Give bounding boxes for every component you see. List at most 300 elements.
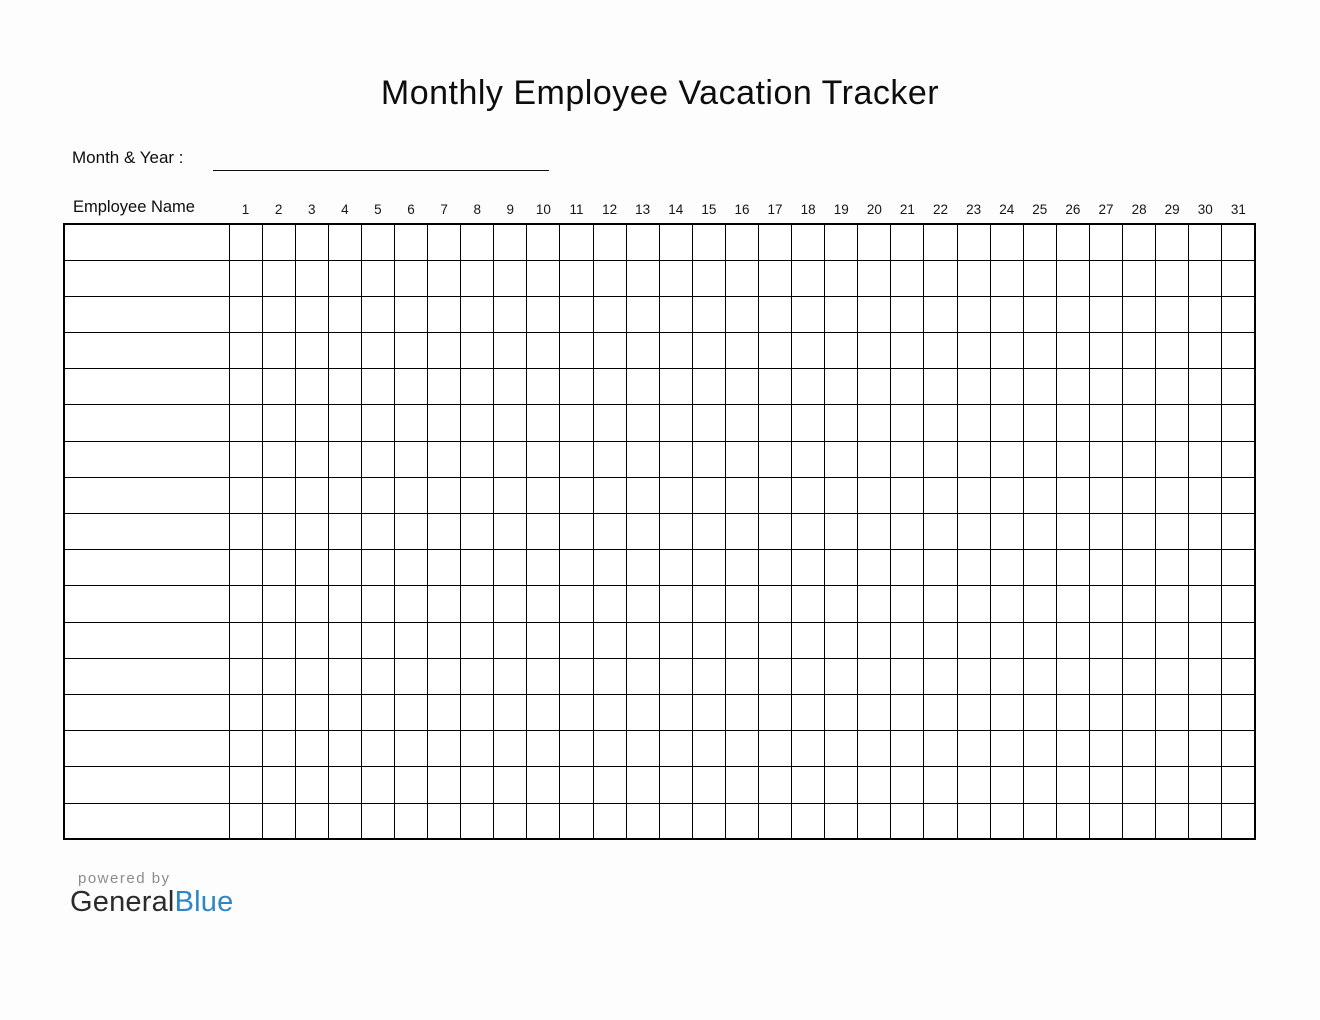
day-cell[interactable]	[759, 803, 792, 839]
day-cell[interactable]	[229, 260, 262, 296]
day-cell[interactable]	[659, 477, 692, 513]
employee-name-cell[interactable]	[64, 441, 229, 477]
day-cell[interactable]	[560, 731, 593, 767]
day-cell[interactable]	[593, 731, 626, 767]
day-cell[interactable]	[825, 260, 858, 296]
day-cell[interactable]	[990, 333, 1023, 369]
day-cell[interactable]	[229, 767, 262, 803]
day-cell[interactable]	[394, 333, 427, 369]
day-cell[interactable]	[295, 477, 328, 513]
day-cell[interactable]	[1189, 260, 1222, 296]
day-cell[interactable]	[1056, 803, 1089, 839]
day-cell[interactable]	[1023, 441, 1056, 477]
day-cell[interactable]	[1056, 694, 1089, 730]
day-cell[interactable]	[428, 803, 461, 839]
day-cell[interactable]	[229, 622, 262, 658]
day-cell[interactable]	[593, 586, 626, 622]
day-cell[interactable]	[361, 296, 394, 332]
day-cell[interactable]	[461, 477, 494, 513]
day-cell[interactable]	[229, 333, 262, 369]
day-cell[interactable]	[792, 405, 825, 441]
day-cell[interactable]	[891, 550, 924, 586]
day-cell[interactable]	[1222, 477, 1255, 513]
day-cell[interactable]	[725, 586, 758, 622]
day-cell[interactable]	[1056, 477, 1089, 513]
day-cell[interactable]	[957, 514, 990, 550]
day-cell[interactable]	[891, 767, 924, 803]
day-cell[interactable]	[428, 224, 461, 260]
day-cell[interactable]	[428, 477, 461, 513]
day-cell[interactable]	[328, 333, 361, 369]
day-cell[interactable]	[593, 694, 626, 730]
day-cell[interactable]	[560, 260, 593, 296]
day-cell[interactable]	[626, 731, 659, 767]
day-cell[interactable]	[229, 224, 262, 260]
day-cell[interactable]	[1156, 658, 1189, 694]
day-cell[interactable]	[858, 224, 891, 260]
day-cell[interactable]	[1023, 369, 1056, 405]
day-cell[interactable]	[659, 731, 692, 767]
day-cell[interactable]	[1123, 658, 1156, 694]
day-cell[interactable]	[924, 767, 957, 803]
day-cell[interactable]	[891, 694, 924, 730]
day-cell[interactable]	[1089, 224, 1122, 260]
day-cell[interactable]	[394, 803, 427, 839]
day-cell[interactable]	[1189, 333, 1222, 369]
day-cell[interactable]	[792, 369, 825, 405]
day-cell[interactable]	[924, 550, 957, 586]
day-cell[interactable]	[229, 405, 262, 441]
day-cell[interactable]	[328, 369, 361, 405]
day-cell[interactable]	[361, 694, 394, 730]
day-cell[interactable]	[957, 369, 990, 405]
day-cell[interactable]	[957, 731, 990, 767]
day-cell[interactable]	[1222, 694, 1255, 730]
day-cell[interactable]	[1089, 658, 1122, 694]
day-cell[interactable]	[428, 586, 461, 622]
day-cell[interactable]	[262, 658, 295, 694]
day-cell[interactable]	[560, 550, 593, 586]
day-cell[interactable]	[527, 514, 560, 550]
day-cell[interactable]	[361, 731, 394, 767]
day-cell[interactable]	[759, 477, 792, 513]
day-cell[interactable]	[1123, 803, 1156, 839]
day-cell[interactable]	[1056, 622, 1089, 658]
day-cell[interactable]	[858, 405, 891, 441]
day-cell[interactable]	[1089, 694, 1122, 730]
day-cell[interactable]	[295, 224, 328, 260]
day-cell[interactable]	[560, 224, 593, 260]
day-cell[interactable]	[891, 260, 924, 296]
day-cell[interactable]	[759, 405, 792, 441]
day-cell[interactable]	[262, 405, 295, 441]
day-cell[interactable]	[825, 333, 858, 369]
day-cell[interactable]	[262, 514, 295, 550]
day-cell[interactable]	[560, 477, 593, 513]
day-cell[interactable]	[858, 514, 891, 550]
day-cell[interactable]	[924, 694, 957, 730]
day-cell[interactable]	[1156, 694, 1189, 730]
day-cell[interactable]	[825, 550, 858, 586]
day-cell[interactable]	[957, 586, 990, 622]
day-cell[interactable]	[792, 550, 825, 586]
day-cell[interactable]	[593, 767, 626, 803]
day-cell[interactable]	[1189, 477, 1222, 513]
day-cell[interactable]	[461, 405, 494, 441]
day-cell[interactable]	[990, 767, 1023, 803]
day-cell[interactable]	[328, 441, 361, 477]
day-cell[interactable]	[957, 622, 990, 658]
day-cell[interactable]	[394, 477, 427, 513]
day-cell[interactable]	[494, 260, 527, 296]
day-cell[interactable]	[792, 477, 825, 513]
day-cell[interactable]	[1189, 550, 1222, 586]
day-cell[interactable]	[825, 767, 858, 803]
day-cell[interactable]	[1156, 586, 1189, 622]
day-cell[interactable]	[792, 803, 825, 839]
day-cell[interactable]	[1089, 333, 1122, 369]
day-cell[interactable]	[692, 586, 725, 622]
day-cell[interactable]	[328, 622, 361, 658]
day-cell[interactable]	[229, 477, 262, 513]
day-cell[interactable]	[725, 296, 758, 332]
month-year-field[interactable]	[213, 150, 549, 171]
day-cell[interactable]	[1189, 803, 1222, 839]
day-cell[interactable]	[891, 803, 924, 839]
day-cell[interactable]	[262, 260, 295, 296]
day-cell[interactable]	[361, 514, 394, 550]
day-cell[interactable]	[295, 622, 328, 658]
day-cell[interactable]	[626, 586, 659, 622]
day-cell[interactable]	[1222, 296, 1255, 332]
day-cell[interactable]	[328, 694, 361, 730]
employee-name-cell[interactable]	[64, 514, 229, 550]
day-cell[interactable]	[924, 405, 957, 441]
day-cell[interactable]	[1156, 731, 1189, 767]
day-cell[interactable]	[394, 731, 427, 767]
day-cell[interactable]	[1023, 694, 1056, 730]
day-cell[interactable]	[957, 296, 990, 332]
day-cell[interactable]	[428, 405, 461, 441]
day-cell[interactable]	[891, 514, 924, 550]
day-cell[interactable]	[725, 477, 758, 513]
day-cell[interactable]	[1156, 224, 1189, 260]
day-cell[interactable]	[792, 694, 825, 730]
day-cell[interactable]	[626, 550, 659, 586]
day-cell[interactable]	[1189, 694, 1222, 730]
day-cell[interactable]	[527, 224, 560, 260]
day-cell[interactable]	[891, 658, 924, 694]
day-cell[interactable]	[1056, 369, 1089, 405]
day-cell[interactable]	[328, 477, 361, 513]
day-cell[interactable]	[1222, 586, 1255, 622]
day-cell[interactable]	[394, 441, 427, 477]
day-cell[interactable]	[527, 441, 560, 477]
day-cell[interactable]	[659, 586, 692, 622]
day-cell[interactable]	[825, 441, 858, 477]
day-cell[interactable]	[262, 622, 295, 658]
day-cell[interactable]	[494, 333, 527, 369]
day-cell[interactable]	[725, 514, 758, 550]
day-cell[interactable]	[990, 731, 1023, 767]
day-cell[interactable]	[394, 550, 427, 586]
day-cell[interactable]	[858, 333, 891, 369]
day-cell[interactable]	[1156, 477, 1189, 513]
day-cell[interactable]	[626, 622, 659, 658]
day-cell[interactable]	[361, 260, 394, 296]
day-cell[interactable]	[1123, 767, 1156, 803]
day-cell[interactable]	[361, 477, 394, 513]
day-cell[interactable]	[626, 260, 659, 296]
day-cell[interactable]	[759, 369, 792, 405]
day-cell[interactable]	[858, 260, 891, 296]
day-cell[interactable]	[659, 694, 692, 730]
day-cell[interactable]	[891, 369, 924, 405]
day-cell[interactable]	[593, 622, 626, 658]
day-cell[interactable]	[825, 731, 858, 767]
day-cell[interactable]	[461, 586, 494, 622]
day-cell[interactable]	[1189, 514, 1222, 550]
day-cell[interactable]	[990, 658, 1023, 694]
day-cell[interactable]	[361, 803, 394, 839]
employee-name-cell[interactable]	[64, 803, 229, 839]
day-cell[interactable]	[1123, 296, 1156, 332]
day-cell[interactable]	[990, 405, 1023, 441]
day-cell[interactable]	[759, 586, 792, 622]
day-cell[interactable]	[924, 441, 957, 477]
day-cell[interactable]	[792, 296, 825, 332]
day-cell[interactable]	[494, 477, 527, 513]
day-cell[interactable]	[1222, 767, 1255, 803]
day-cell[interactable]	[593, 658, 626, 694]
employee-name-cell[interactable]	[64, 477, 229, 513]
day-cell[interactable]	[725, 803, 758, 839]
day-cell[interactable]	[1222, 622, 1255, 658]
day-cell[interactable]	[1023, 622, 1056, 658]
day-cell[interactable]	[792, 622, 825, 658]
day-cell[interactable]	[1123, 441, 1156, 477]
day-cell[interactable]	[461, 767, 494, 803]
day-cell[interactable]	[725, 731, 758, 767]
day-cell[interactable]	[825, 694, 858, 730]
day-cell[interactable]	[1189, 622, 1222, 658]
day-cell[interactable]	[229, 550, 262, 586]
day-cell[interactable]	[924, 260, 957, 296]
employee-name-cell[interactable]	[64, 767, 229, 803]
day-cell[interactable]	[1189, 586, 1222, 622]
day-cell[interactable]	[725, 694, 758, 730]
day-cell[interactable]	[692, 767, 725, 803]
day-cell[interactable]	[560, 369, 593, 405]
day-cell[interactable]	[361, 586, 394, 622]
day-cell[interactable]	[428, 767, 461, 803]
day-cell[interactable]	[924, 333, 957, 369]
day-cell[interactable]	[1222, 369, 1255, 405]
day-cell[interactable]	[692, 477, 725, 513]
day-cell[interactable]	[394, 658, 427, 694]
day-cell[interactable]	[957, 333, 990, 369]
day-cell[interactable]	[1123, 224, 1156, 260]
day-cell[interactable]	[957, 658, 990, 694]
day-cell[interactable]	[957, 441, 990, 477]
day-cell[interactable]	[229, 658, 262, 694]
day-cell[interactable]	[461, 333, 494, 369]
day-cell[interactable]	[924, 514, 957, 550]
day-cell[interactable]	[825, 658, 858, 694]
day-cell[interactable]	[295, 731, 328, 767]
day-cell[interactable]	[725, 622, 758, 658]
day-cell[interactable]	[1089, 767, 1122, 803]
day-cell[interactable]	[725, 767, 758, 803]
day-cell[interactable]	[560, 622, 593, 658]
day-cell[interactable]	[1222, 333, 1255, 369]
day-cell[interactable]	[1023, 731, 1056, 767]
day-cell[interactable]	[924, 296, 957, 332]
day-cell[interactable]	[759, 731, 792, 767]
day-cell[interactable]	[792, 260, 825, 296]
day-cell[interactable]	[1089, 803, 1122, 839]
day-cell[interactable]	[593, 550, 626, 586]
day-cell[interactable]	[1089, 550, 1122, 586]
day-cell[interactable]	[262, 441, 295, 477]
day-cell[interactable]	[593, 803, 626, 839]
day-cell[interactable]	[692, 224, 725, 260]
day-cell[interactable]	[229, 441, 262, 477]
day-cell[interactable]	[295, 803, 328, 839]
day-cell[interactable]	[295, 405, 328, 441]
day-cell[interactable]	[1189, 224, 1222, 260]
day-cell[interactable]	[990, 296, 1023, 332]
day-cell[interactable]	[692, 296, 725, 332]
day-cell[interactable]	[394, 586, 427, 622]
day-cell[interactable]	[1222, 731, 1255, 767]
day-cell[interactable]	[825, 405, 858, 441]
day-cell[interactable]	[990, 477, 1023, 513]
day-cell[interactable]	[461, 731, 494, 767]
day-cell[interactable]	[1089, 731, 1122, 767]
day-cell[interactable]	[1089, 477, 1122, 513]
employee-name-cell[interactable]	[64, 405, 229, 441]
day-cell[interactable]	[659, 767, 692, 803]
day-cell[interactable]	[262, 586, 295, 622]
day-cell[interactable]	[891, 731, 924, 767]
day-cell[interactable]	[725, 224, 758, 260]
day-cell[interactable]	[1189, 731, 1222, 767]
day-cell[interactable]	[858, 658, 891, 694]
day-cell[interactable]	[494, 658, 527, 694]
day-cell[interactable]	[891, 405, 924, 441]
day-cell[interactable]	[262, 731, 295, 767]
day-cell[interactable]	[1156, 550, 1189, 586]
employee-name-cell[interactable]	[64, 333, 229, 369]
day-cell[interactable]	[328, 767, 361, 803]
day-cell[interactable]	[990, 622, 1023, 658]
day-cell[interactable]	[825, 803, 858, 839]
day-cell[interactable]	[361, 622, 394, 658]
employee-name-cell[interactable]	[64, 224, 229, 260]
day-cell[interactable]	[1189, 369, 1222, 405]
day-cell[interactable]	[659, 296, 692, 332]
day-cell[interactable]	[1156, 369, 1189, 405]
day-cell[interactable]	[858, 550, 891, 586]
day-cell[interactable]	[1156, 333, 1189, 369]
day-cell[interactable]	[1222, 441, 1255, 477]
day-cell[interactable]	[692, 803, 725, 839]
day-cell[interactable]	[1156, 767, 1189, 803]
day-cell[interactable]	[759, 296, 792, 332]
day-cell[interactable]	[229, 731, 262, 767]
day-cell[interactable]	[692, 369, 725, 405]
day-cell[interactable]	[924, 224, 957, 260]
day-cell[interactable]	[593, 477, 626, 513]
day-cell[interactable]	[461, 622, 494, 658]
day-cell[interactable]	[692, 260, 725, 296]
day-cell[interactable]	[924, 658, 957, 694]
day-cell[interactable]	[593, 260, 626, 296]
day-cell[interactable]	[725, 405, 758, 441]
day-cell[interactable]	[825, 622, 858, 658]
day-cell[interactable]	[229, 586, 262, 622]
day-cell[interactable]	[461, 441, 494, 477]
day-cell[interactable]	[858, 441, 891, 477]
day-cell[interactable]	[328, 260, 361, 296]
day-cell[interactable]	[626, 658, 659, 694]
day-cell[interactable]	[692, 550, 725, 586]
day-cell[interactable]	[1023, 405, 1056, 441]
day-cell[interactable]	[593, 296, 626, 332]
employee-name-cell[interactable]	[64, 369, 229, 405]
day-cell[interactable]	[792, 441, 825, 477]
day-cell[interactable]	[659, 441, 692, 477]
day-cell[interactable]	[1123, 731, 1156, 767]
day-cell[interactable]	[858, 731, 891, 767]
day-cell[interactable]	[295, 694, 328, 730]
day-cell[interactable]	[328, 550, 361, 586]
day-cell[interactable]	[659, 405, 692, 441]
day-cell[interactable]	[295, 767, 328, 803]
day-cell[interactable]	[1023, 224, 1056, 260]
day-cell[interactable]	[1123, 369, 1156, 405]
day-cell[interactable]	[725, 550, 758, 586]
day-cell[interactable]	[990, 441, 1023, 477]
day-cell[interactable]	[428, 622, 461, 658]
day-cell[interactable]	[527, 405, 560, 441]
day-cell[interactable]	[328, 731, 361, 767]
day-cell[interactable]	[891, 622, 924, 658]
day-cell[interactable]	[825, 477, 858, 513]
day-cell[interactable]	[527, 658, 560, 694]
employee-name-cell[interactable]	[64, 550, 229, 586]
day-cell[interactable]	[1089, 586, 1122, 622]
day-cell[interactable]	[759, 658, 792, 694]
day-cell[interactable]	[1189, 441, 1222, 477]
day-cell[interactable]	[428, 260, 461, 296]
day-cell[interactable]	[759, 224, 792, 260]
day-cell[interactable]	[1222, 658, 1255, 694]
day-cell[interactable]	[957, 224, 990, 260]
day-cell[interactable]	[560, 803, 593, 839]
day-cell[interactable]	[229, 514, 262, 550]
day-cell[interactable]	[295, 514, 328, 550]
day-cell[interactable]	[1189, 767, 1222, 803]
day-cell[interactable]	[1056, 260, 1089, 296]
day-cell[interactable]	[626, 333, 659, 369]
day-cell[interactable]	[494, 550, 527, 586]
day-cell[interactable]	[328, 803, 361, 839]
day-cell[interactable]	[527, 803, 560, 839]
day-cell[interactable]	[461, 224, 494, 260]
day-cell[interactable]	[957, 260, 990, 296]
